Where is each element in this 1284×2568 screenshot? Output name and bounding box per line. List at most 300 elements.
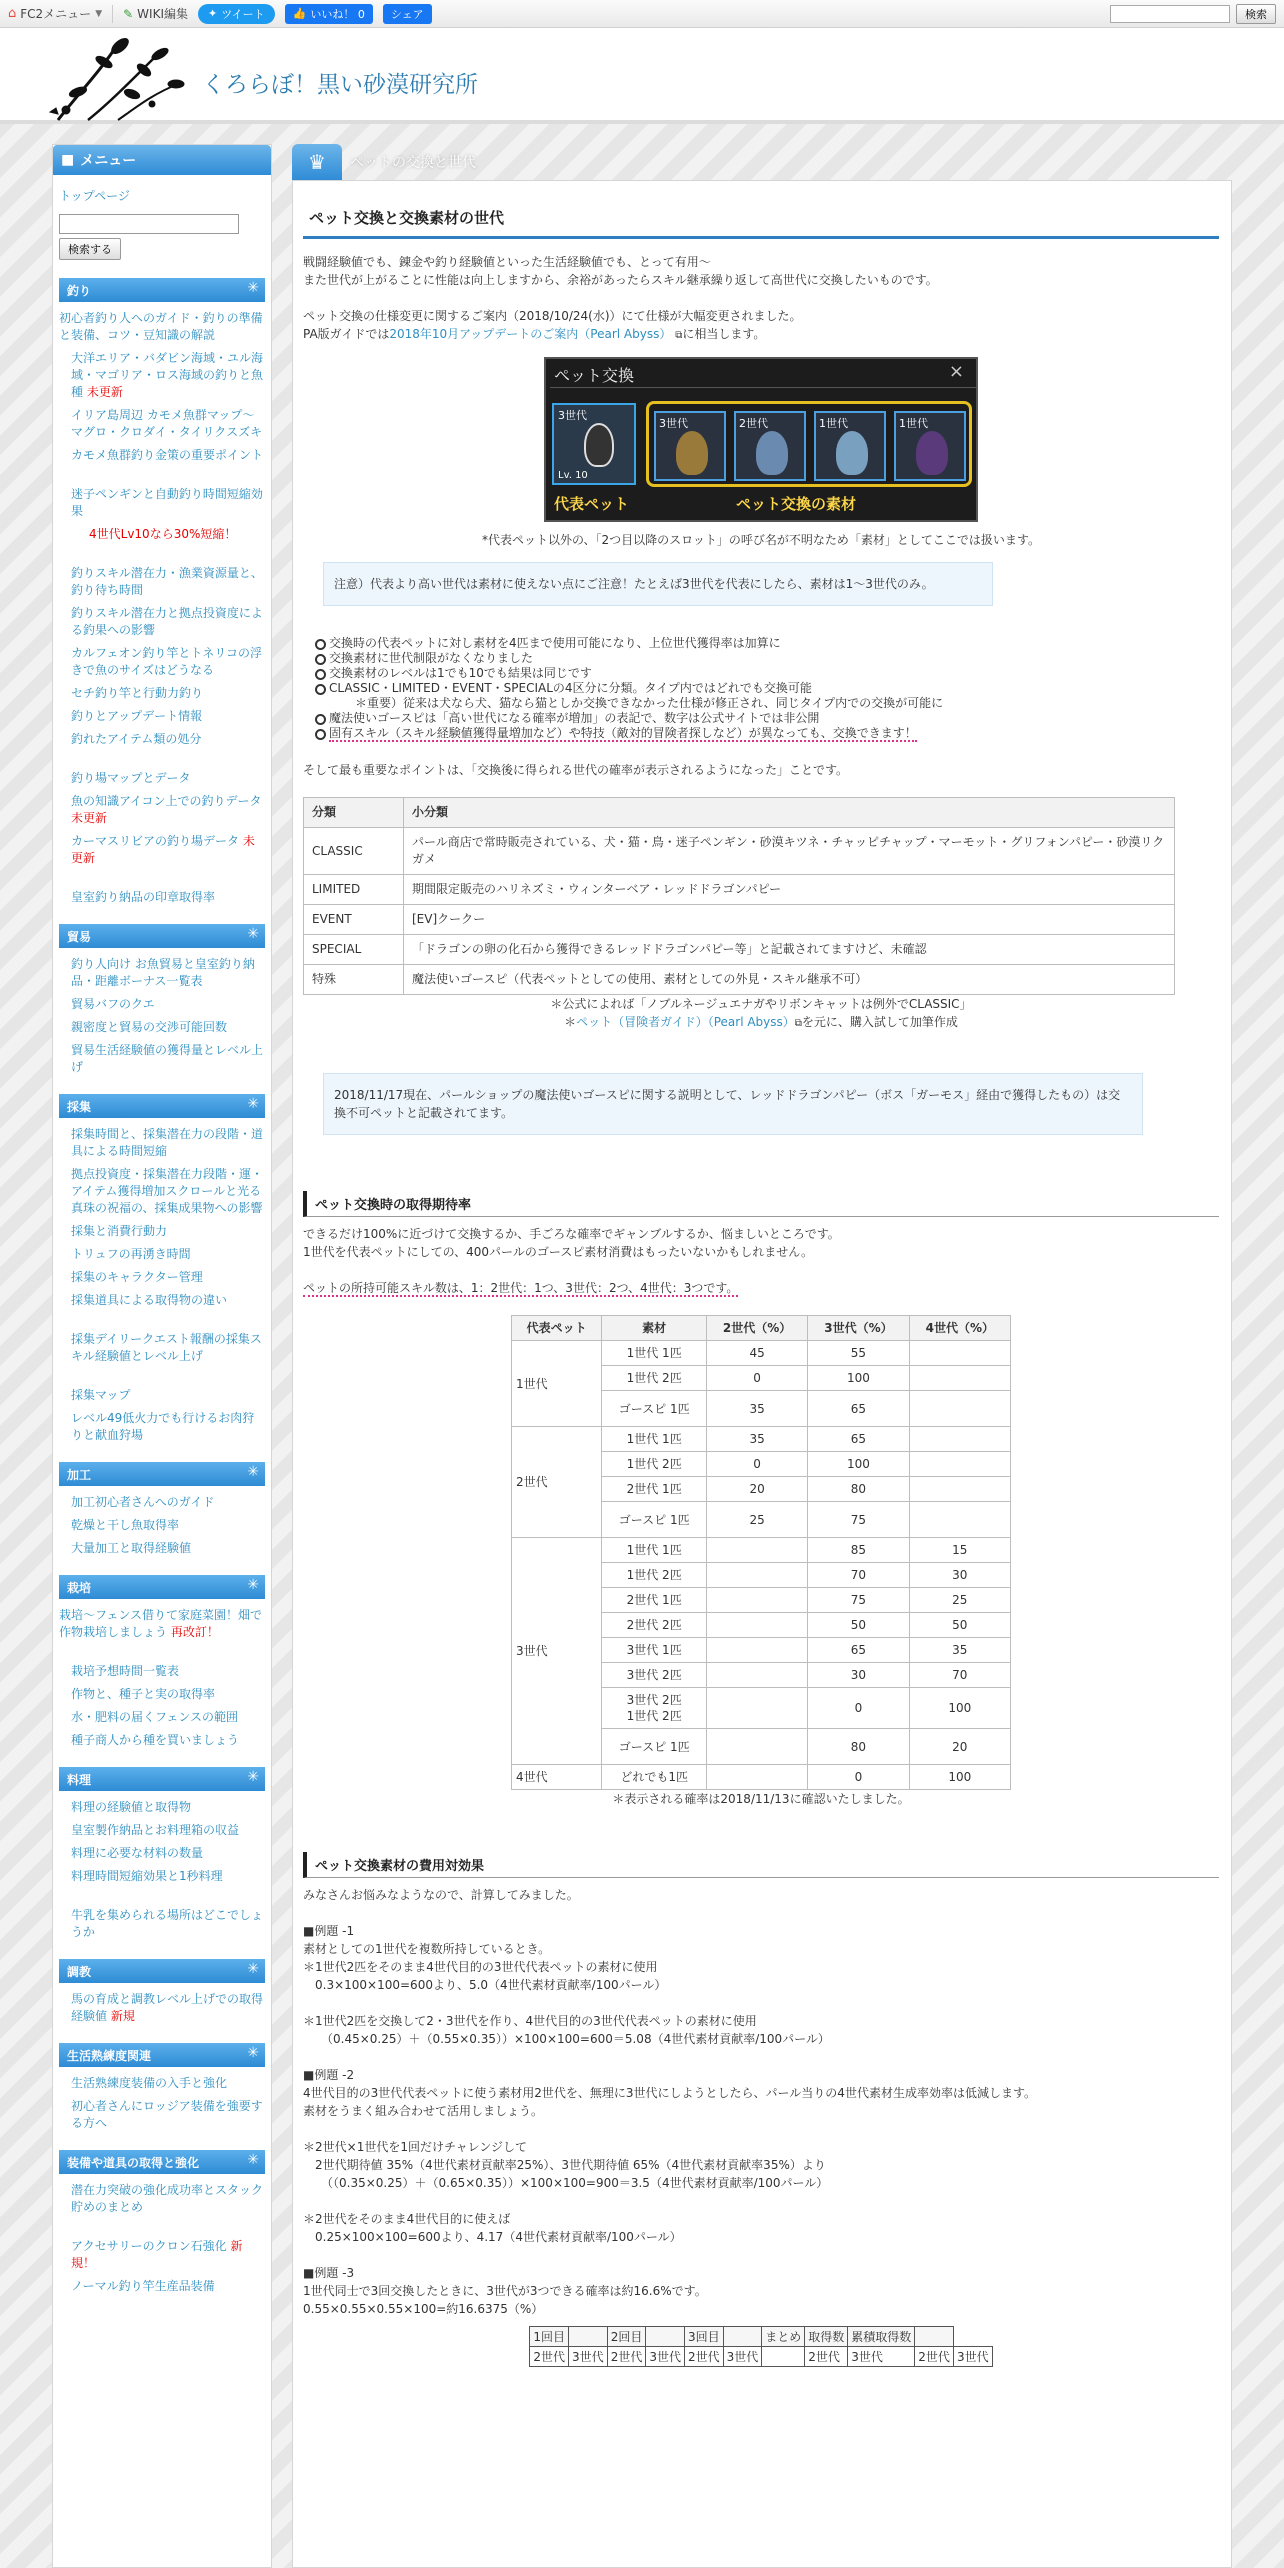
rep-pet-slot xyxy=(552,403,636,485)
table-row xyxy=(530,2347,992,2367)
sidebar-item-label: レベル49低火力でも行けるお肉狩りと献血狩場 xyxy=(71,1411,255,1442)
table-cell: 1世代 2匹 xyxy=(602,1563,707,1588)
cost-text-line: ＊1世代2匹を交換して2・3世代を作り、4世代目的の3世代代表ペットの素材に使用 xyxy=(303,2014,757,2028)
sidebar-search-input[interactable] xyxy=(59,214,239,234)
table-cell: 3世代 xyxy=(848,2347,915,2367)
table-cell xyxy=(706,1765,807,1790)
table-cell: 2回目 xyxy=(607,2327,646,2347)
table-row xyxy=(512,1341,1011,1366)
sidebar-item-label: 乾燥と干し魚取得率 xyxy=(71,1518,180,1532)
material-slot xyxy=(734,411,806,481)
sidebar-item-label: 釣りとアップデート情報 xyxy=(71,709,203,723)
new-badge: 新規 xyxy=(110,2009,135,2023)
pencil-icon: ✎ xyxy=(123,6,134,21)
top-search-input[interactable] xyxy=(1110,5,1230,23)
table-cell: 1世代 2匹 xyxy=(602,1366,707,1391)
sidebar-item-label: 馬の育成と調教レベル上げでの取得経験値 xyxy=(71,1992,264,2023)
sidebar-item[interactable] xyxy=(59,1907,265,1941)
table-cell: 45 xyxy=(706,1341,807,1366)
sidebar-category-header xyxy=(59,1094,265,1118)
material-slot xyxy=(654,411,726,481)
sidebar-item-label: セチ釣り竿と行動力釣り xyxy=(71,686,204,700)
cost-text-line: 素材としての1世代を複数所持しているとき。 xyxy=(303,1942,551,1956)
intro-text: ペット交換の仕様変更に関するご案内（2018/10/24(水)）にて仕様が大幅変更されました。 xyxy=(303,309,802,323)
table-cell: [EV]クークー xyxy=(404,905,1175,935)
cost-text-line: （0.45×0.25）＋（0.55×0.35））×100×100=600＝5.08（4世代素材貢献率/100パール） xyxy=(303,2032,830,2046)
cost-text-line: ■例題 -1 xyxy=(303,1924,355,1938)
fc2-menu[interactable] xyxy=(8,5,102,22)
cost-text-line: ＊2世代をそのまま4世代目的に使えば xyxy=(303,2212,511,2226)
menu-icon: ■ xyxy=(61,152,75,168)
table-cell: 100 xyxy=(808,1366,909,1391)
material-slot-generation: 2世代 xyxy=(739,417,768,430)
site-title[interactable]: くろらぼ！黒い砂漠研究所 xyxy=(202,72,478,98)
table-cell: 15 xyxy=(909,1538,1010,1563)
sidebar-item[interactable] xyxy=(59,2278,265,2295)
sidebar-category-title: 調教 xyxy=(67,1964,92,1979)
tweet-button[interactable] xyxy=(198,4,275,24)
sidebar-item[interactable] xyxy=(59,1607,265,1641)
sidebar-item[interactable] xyxy=(59,1686,265,1703)
table-cell xyxy=(706,1729,807,1765)
highlight-text: ペットの所持可能スキル数は、1：2世代：1つ、3世代：2つ、4世代：3つです。 xyxy=(303,1281,739,1295)
sparkle-icon: ✳ xyxy=(247,280,259,296)
cost-text-line xyxy=(303,2048,1219,2066)
sidebar-item[interactable] xyxy=(59,1223,265,1240)
pet-icon xyxy=(676,431,708,475)
table-row xyxy=(304,965,1175,995)
cost-text-line xyxy=(303,2246,1219,2264)
sidebar-item[interactable] xyxy=(59,2182,265,2216)
sidebar-search xyxy=(59,214,265,260)
sidebar-item-label: 採集時間と、採集潜在力の段階・道具による時間短縮 xyxy=(71,1127,264,1158)
title-divider xyxy=(550,387,976,388)
sidebar-category-title: 栽培 xyxy=(67,1580,92,1595)
note-box: 2018/11/17現在、パールショップの魔法使いゴースピに関する説明として、レッドドラゴンパピー（ボス「ガーモス」経由で獲得したもの）は交換不可ペットと記載されてます。 xyxy=(323,1073,1143,1135)
intro-text: 戦闘経験値でも、錬金や釣り経験値といった生活経験値でも、とって有用～ xyxy=(303,255,711,269)
sidebar-item[interactable] xyxy=(59,1868,265,1885)
floral-logo-icon xyxy=(48,34,188,122)
sidebar-category-header xyxy=(59,1959,265,1983)
sidebar-item-label: 栽培～フェンス借りて家庭菜園！畑で作物栽培しましょう xyxy=(59,1608,263,1639)
like-button[interactable] xyxy=(285,4,373,24)
sidebar-item-label: 加工初心者さんへのガイド xyxy=(71,1495,215,1509)
table-cell: 2世代 xyxy=(805,2347,848,2367)
sidebar-item[interactable] xyxy=(59,1845,265,1862)
sidebar-item[interactable] xyxy=(59,1019,265,1036)
table-cell: 25 xyxy=(706,1502,807,1538)
twitter-bird-icon: ✦ xyxy=(208,7,218,20)
crown-icon: ♛ xyxy=(292,144,342,180)
wiki-edit-link[interactable] xyxy=(123,5,188,22)
sidebar-item[interactable] xyxy=(59,2098,265,2132)
material-slot xyxy=(814,411,886,481)
table-cell xyxy=(569,2327,608,2347)
list-item: 交換素材のレベルは1でも10でも結果は同じです xyxy=(315,666,1219,681)
spacer xyxy=(59,754,265,770)
rep-slot-generation: 3世代 xyxy=(558,409,587,422)
sidebar-item-label: 採集のキャラクター管理 xyxy=(71,1270,203,1284)
table-cell: ゴースピ 1匹 xyxy=(602,1391,707,1427)
table-cell xyxy=(915,2327,954,2347)
table-cell: 30 xyxy=(909,1563,1010,1588)
sidebar-item-label: 釣りスキル潜在力・漁業資源量と、釣り待ち時間 xyxy=(71,566,263,597)
page-tab-title: ペットの交換と世代 xyxy=(350,155,476,171)
table-row xyxy=(530,2327,992,2347)
table-row xyxy=(512,1765,1011,1790)
sidebar-item-label: 水・肥料の届くフェンスの範囲 xyxy=(71,1710,239,1724)
rate-table xyxy=(511,1315,1011,1790)
cost-text-line xyxy=(303,1904,1219,1922)
top-toolbar xyxy=(0,0,1284,28)
table-cell: 2世代 xyxy=(607,2347,646,2367)
table-header: 代表ペット xyxy=(512,1316,602,1341)
menu-title: メニュー xyxy=(80,153,137,169)
table-cell: 100 xyxy=(909,1765,1010,1790)
table-cell xyxy=(706,1538,807,1563)
sidebar-item-label: 潜在力突破の強化成功率とスタック貯めのまとめ xyxy=(71,2183,264,2214)
sparkle-icon: ✳ xyxy=(247,1769,259,1785)
table-cell: 累積取得数 xyxy=(848,2327,915,2347)
sidebar-item[interactable] xyxy=(59,645,265,679)
pet-icon xyxy=(916,431,948,475)
table-cell: 70 xyxy=(808,1563,909,1588)
list-item xyxy=(315,726,1219,741)
sidebar-item-label: 貿易バフのクエ xyxy=(71,997,155,1011)
sidebar-item-label: カルフェオン釣り竿とトネリコの浮きで魚のサイズはどうなる xyxy=(71,646,263,677)
sidebar-item[interactable] xyxy=(59,889,265,906)
table-cell: 1回目 xyxy=(530,2327,569,2347)
sparkle-icon: ✳ xyxy=(247,2152,259,2168)
sparkle-icon: ✳ xyxy=(247,1464,259,1480)
table-cell: 1世代 1匹 xyxy=(602,1341,707,1366)
pet-exchange-window xyxy=(544,357,978,522)
table-cell: 35 xyxy=(706,1427,807,1452)
sidebar-item[interactable] xyxy=(59,685,265,702)
cost-text-line xyxy=(303,1994,1219,2012)
table-cell: 2世代 xyxy=(915,2347,954,2367)
table-cell: 30 xyxy=(808,1663,909,1688)
sidebar-item-label: 採集と消費行動力 xyxy=(71,1224,168,1238)
rep-pet-cell: 2世代 xyxy=(512,1427,602,1538)
cost-text-line: 0.25×100×100=600より、4.17（4世代素材貢献率/100パール） xyxy=(303,2230,682,2244)
dropdown-arrow-icon: ▼ xyxy=(95,8,103,19)
table-cell: 2世代 xyxy=(530,2347,569,2367)
table-cell: 65 xyxy=(808,1391,909,1427)
table-header: 素材 xyxy=(602,1316,707,1341)
sidebar-item[interactable] xyxy=(59,447,265,464)
sidebar-item[interactable] xyxy=(59,1042,265,1076)
sidebar-item[interactable] xyxy=(59,1663,265,1680)
table-cell: 0 xyxy=(808,1688,909,1729)
sidebar-item[interactable] xyxy=(59,1991,265,2025)
sidebar-item-label: 初心者釣り人へのガイド・釣りの準備と装備、コツ・豆知識の解説 xyxy=(59,311,263,342)
sidebar-item-label: カモメ魚群釣り金策の重要ポイント xyxy=(71,448,264,462)
table-cell: 2世代 1匹 xyxy=(602,1588,707,1613)
table-cell: LIMITED xyxy=(304,875,404,905)
sidebar-item[interactable] xyxy=(59,1269,265,1286)
sidebar-item-label: 貿易生活経験値の獲得量とレベル上げ xyxy=(71,1043,264,1074)
intro-text xyxy=(303,325,1219,345)
table-cell: 65 xyxy=(808,1427,909,1452)
sidebar-menu-header xyxy=(53,145,271,175)
table-cell: 75 xyxy=(808,1588,909,1613)
top-search-button[interactable]: 検索 xyxy=(1236,4,1276,24)
sidebar-item[interactable] xyxy=(59,793,265,827)
spacer xyxy=(59,2222,265,2238)
table-cell: 2世代 1匹 xyxy=(602,1477,707,1502)
external-link-icon: ⧉ xyxy=(675,330,683,341)
new-badge: 再改訂！ xyxy=(170,1625,219,1639)
sidebar-category-title: 貿易 xyxy=(67,929,92,944)
section-text: できるだけ100%に近づけて交換するか、手ごろな確率でギャンブルするか、悩ましいところです。 xyxy=(303,1227,840,1241)
rep-pet-cell: 4世代 xyxy=(512,1765,602,1790)
sidebar-item[interactable] xyxy=(59,310,265,344)
main-content xyxy=(292,180,1232,2568)
table-cell: 80 xyxy=(808,1477,909,1502)
sidebar-item-label: イリア島周辺 カモメ魚群マップ～マグロ・クロダイ・タイリクスズキ xyxy=(71,408,263,439)
sidebar-item[interactable] xyxy=(59,731,265,748)
table-cell xyxy=(909,1391,1010,1427)
rep-pet-cell: 3世代 xyxy=(512,1538,602,1765)
sidebar-item[interactable] xyxy=(59,1246,265,1263)
sidebar-categories xyxy=(59,278,265,2295)
table-cell: 3世代 xyxy=(569,2347,608,2367)
sidebar-category-header xyxy=(59,2043,265,2067)
rep-pet-cell: 1世代 xyxy=(512,1341,602,1427)
sparkle-icon: ✳ xyxy=(247,926,259,942)
sidebar-item[interactable] xyxy=(59,1126,265,1160)
sidebar-item[interactable] xyxy=(59,2075,265,2092)
sidebar-item-label: 迷子ペンギンと自動釣り時間短縮効果 xyxy=(71,487,263,518)
share-label: シェア xyxy=(390,7,424,21)
table-cell: 0 xyxy=(706,1452,807,1477)
table-cell: EVENT xyxy=(304,905,404,935)
spacer xyxy=(59,1647,265,1663)
share-button[interactable] xyxy=(383,4,432,24)
sidebar-item[interactable] xyxy=(59,996,265,1013)
new-badge: 未更新 xyxy=(71,834,255,865)
sidebar-search-button[interactable]: 検索する xyxy=(59,238,121,260)
sidebar-item[interactable] xyxy=(59,1732,265,1749)
sidebar-item-label: カーマスリビアの釣り場データ xyxy=(71,834,240,848)
sidebar-category-header xyxy=(59,2150,265,2174)
note-box: 注意）代表より高い世代は素材に使えない点にご注意！たとえば3世代を代表にしたら、素材は1～3世代のみ。 xyxy=(323,562,993,606)
sidebar-category-title: 装備や道具の取得と強化 xyxy=(67,2155,200,2170)
table-cell: 期間限定販売のハリネズミ・ウィンターベア・レッドドラゴンパピー xyxy=(404,875,1175,905)
fc2-menu-label: FC2メニュー xyxy=(20,7,92,21)
new-badge: 未更新 xyxy=(86,385,123,399)
list-item: CLASSIC・LIMITED・EVENT・SPECIALの4区分に分類。タイプ内ではどれでも交換可能 xyxy=(315,681,1219,696)
sidebar-category-title: 生活熟練度関連 xyxy=(67,2048,152,2063)
sidebar-item-label: 大量加工と取得経験値 xyxy=(71,1541,192,1555)
material-slot xyxy=(894,411,966,481)
section-text: 1世代を代表ペットにしての、400パールのゴースピ素材消費はもったいないかもしれません。 xyxy=(303,1245,813,1259)
table-cell xyxy=(706,1663,807,1688)
sidebar-category-title: 釣り xyxy=(67,283,92,298)
table-row xyxy=(304,828,1175,875)
list-item: 交換時の代表ペットに対し素材を4匹まで使用可能になり、上位世代獲得率は加算に xyxy=(315,636,1219,651)
table-header: 3世代（%） xyxy=(808,1316,909,1341)
table-cell xyxy=(909,1502,1010,1538)
table-cell: ゴースピ 1匹 xyxy=(602,1729,707,1765)
intro-text: また世代が上がることに性能は向上しますから、余裕があったらスキル継承繰り返して高世代に交換したいものです。 xyxy=(303,273,938,287)
list-item: 魔法使いゴースピは「高い世代になる確率が増加」の表記で、数字は公式サイトでは非公開 xyxy=(315,711,1219,726)
table-cell: SPECIAL xyxy=(304,935,404,965)
sidebar-item[interactable] xyxy=(59,407,265,441)
table-cell: 100 xyxy=(808,1452,909,1477)
like-label: いいね！ 0 xyxy=(310,7,365,21)
table-row xyxy=(304,875,1175,905)
sidebar-top-page-link[interactable]: トップページ xyxy=(59,189,130,203)
sidebar-item[interactable] xyxy=(59,956,265,990)
sidebar-item-label: 釣り場マップとデータ xyxy=(71,771,191,785)
pet-exchange-image xyxy=(303,357,1219,525)
table-cell: 3世代 xyxy=(646,2347,685,2367)
table-cell: 3世代 xyxy=(723,2347,762,2367)
table-cell xyxy=(706,1613,807,1638)
sidebar-item-label: 採集デイリークエスト報酬の採集スキル経験値とレベル上げ xyxy=(71,1332,262,1363)
intro-suffix: に相当します。 xyxy=(682,327,766,341)
sidebar-item[interactable] xyxy=(59,1540,265,1557)
cost-text-line: 0.55×0.55×0.55×100=約16.6375（%） xyxy=(303,2302,544,2316)
sidebar-item[interactable] xyxy=(59,1410,265,1444)
table-cell xyxy=(909,1427,1010,1452)
table-footnote xyxy=(303,1013,1219,1033)
sidebar-item[interactable] xyxy=(59,708,265,725)
sidebar-item-label: トリュフの再湧き時間 xyxy=(71,1247,191,1261)
sidebar-item[interactable] xyxy=(59,1387,265,1404)
cost-text-line: ＊1世代2匹をそのまま4世代目的の3世代代表ペットの素材に使用 xyxy=(303,1960,658,1974)
sidebar-item[interactable] xyxy=(59,1494,265,1511)
sparkle-icon: ✳ xyxy=(247,2045,259,2061)
table-cell xyxy=(762,2347,805,2367)
table-cell: 50 xyxy=(808,1613,909,1638)
sidebar-item-label: 栽培予想時間一覧表 xyxy=(71,1664,180,1678)
table-cell: 1世代 1匹 xyxy=(602,1538,707,1563)
site-header xyxy=(0,28,1284,124)
sidebar-item[interactable] xyxy=(59,1166,265,1217)
sidebar-item-label: 親密度と貿易の交渉可能回数 xyxy=(71,1020,228,1034)
spacer xyxy=(59,549,265,565)
table-cell xyxy=(706,1688,807,1729)
sparkle-icon: ✳ xyxy=(247,1577,259,1593)
cost-text-line: ＊2世代×1世代を1回だけチャレンジして xyxy=(303,2140,528,2154)
pet-icon xyxy=(836,431,868,475)
cost-text-line: ■例題 -3 xyxy=(303,2266,355,2280)
table-cell xyxy=(909,1452,1010,1477)
cost-text-line xyxy=(303,2120,1219,2138)
pet-guide-link[interactable]: ペット（冒険者ガイド）（Pearl Abyss） xyxy=(576,1015,795,1029)
sidebar-item-label: 料理に必要な材料の数量 xyxy=(71,1846,204,1860)
table-cell: 1世代 1匹 xyxy=(602,1427,707,1452)
sidebar-item-label: アクセサリーのクロン石強化 xyxy=(71,2239,227,2253)
penguin-icon xyxy=(584,423,614,467)
sidebar-item-label: 種子商人から種を買いましょう xyxy=(71,1733,240,1747)
sidebar-item[interactable] xyxy=(59,565,265,599)
sidebar-item[interactable] xyxy=(59,1331,265,1365)
sidebar-item[interactable] xyxy=(59,1799,265,1816)
table-cell: 20 xyxy=(909,1729,1010,1765)
sidebar-item[interactable] xyxy=(59,486,265,520)
table-cell: CLASSIC xyxy=(304,828,404,875)
sidebar-category-title: 加工 xyxy=(67,1467,92,1482)
sidebar-item-label: 釣り人向け お魚貿易と皇室釣り納品・距離ボーナス一覧表 xyxy=(71,957,255,988)
table-row xyxy=(304,905,1175,935)
sidebar-item-label: ノーマル釣り竿生産品装備 xyxy=(71,2279,215,2293)
sidebar-item[interactable] xyxy=(59,1709,265,1726)
table-cell: 50 xyxy=(909,1613,1010,1638)
list-item-sub: ＊重要）従来は犬なら犬、猫なら猫としか交換できなかった仕様が修正され、同じタイプ内での交換が可能に xyxy=(355,696,944,710)
table-cell xyxy=(646,2327,685,2347)
table-cell: 85 xyxy=(808,1538,909,1563)
table-cell: まとめ xyxy=(762,2327,805,2347)
image-caption: *代表ペット以外の、「2つ目以降のスロット」の呼び名が不明なため「素材」としてここでは扱います。 xyxy=(482,533,1040,547)
pa-update-link[interactable]: 2018年10月アップデートのご案内（Pearl Abyss） xyxy=(389,327,672,341)
table-cell: 35 xyxy=(706,1391,807,1427)
table-cell xyxy=(909,1341,1010,1366)
sidebar-item[interactable] xyxy=(59,350,265,401)
cost-text-line: 2世代期待値 35%（4世代素材貢献率25%）、3世代期待値 65%（4世代素材貢献率35%）より xyxy=(303,2158,826,2172)
table-cell: 80 xyxy=(808,1729,909,1765)
sidebar-item[interactable] xyxy=(59,605,265,639)
table-cell: 「ドラゴンの卵の化石から獲得できるレッドドラゴンパピー等」と記載されてますけど、未確認 xyxy=(404,935,1175,965)
table-cell: 3世代 2匹 1世代 2匹 xyxy=(602,1688,707,1729)
cost-table xyxy=(529,2326,992,2367)
spacer xyxy=(59,1315,265,1331)
sidebar-item[interactable] xyxy=(59,2238,265,2272)
sidebar-item[interactable] xyxy=(59,770,265,787)
rep-slot-level: Lv. 10 xyxy=(558,470,588,481)
table-cell: 3世代 2匹 xyxy=(602,1663,707,1688)
sidebar-item-label: 釣れたアイテム類の処分 xyxy=(71,732,202,746)
top-search xyxy=(1110,4,1276,24)
table-cell xyxy=(706,1638,807,1663)
page-title: ペット交換と交換素材の世代 xyxy=(303,203,1219,239)
table-row xyxy=(512,1427,1011,1452)
external-link-icon: ⧉ xyxy=(794,1018,802,1029)
table-cell: 2世代 2匹 xyxy=(602,1613,707,1638)
table-cell: ゴースピ 1匹 xyxy=(602,1502,707,1538)
cost-text-line xyxy=(303,2192,1219,2210)
sidebar-item[interactable] xyxy=(59,1822,265,1839)
new-badge: 新規！ xyxy=(71,2239,243,2270)
table-cell: 3世代 xyxy=(953,2347,992,2367)
sidebar-item-label: 生活熟練度装備の入手と強化 xyxy=(71,2076,228,2090)
table-footnote: ＊公式によれば「ノブルネージュエナガやリボンキャットは例外でCLASSIC」 xyxy=(550,997,972,1011)
spacer xyxy=(59,1371,265,1387)
table-cell: 65 xyxy=(808,1638,909,1663)
rep-pet-label: 代表ペット xyxy=(554,495,630,513)
cost-text-line: 4世代目的の3世代代表ペットに使う素材用2世代を、無理に3世代にしようとしたら、パール当りの4世代素材生成率効率は低減します。 xyxy=(303,2086,1036,2100)
table-cell: 70 xyxy=(909,1663,1010,1688)
sidebar-item[interactable] xyxy=(59,833,265,867)
cost-text-line: 1世代同士で3回交換したときに、3世代が3つできる確率は約16.6%です。 xyxy=(303,2284,707,2298)
material-slot-generation: 3世代 xyxy=(659,417,688,430)
sidebar-category-header xyxy=(59,278,265,302)
cost-text-line: ■例題 -2 xyxy=(303,2068,355,2082)
sidebar-item[interactable] xyxy=(59,1292,265,1309)
table-header: 小分類 xyxy=(404,798,1175,828)
table-cell: 25 xyxy=(909,1588,1010,1613)
spacer xyxy=(59,1891,265,1907)
thumbs-up-icon: 👍 xyxy=(292,7,307,20)
sidebar-item[interactable] xyxy=(59,1517,265,1534)
sidebar-category-header xyxy=(59,1575,265,1599)
section-text xyxy=(303,1279,1219,1297)
sidebar-item-label: 皇室製作納品とお料理箱の収益 xyxy=(71,1823,240,1837)
table-cell: 取得数 xyxy=(805,2327,848,2347)
